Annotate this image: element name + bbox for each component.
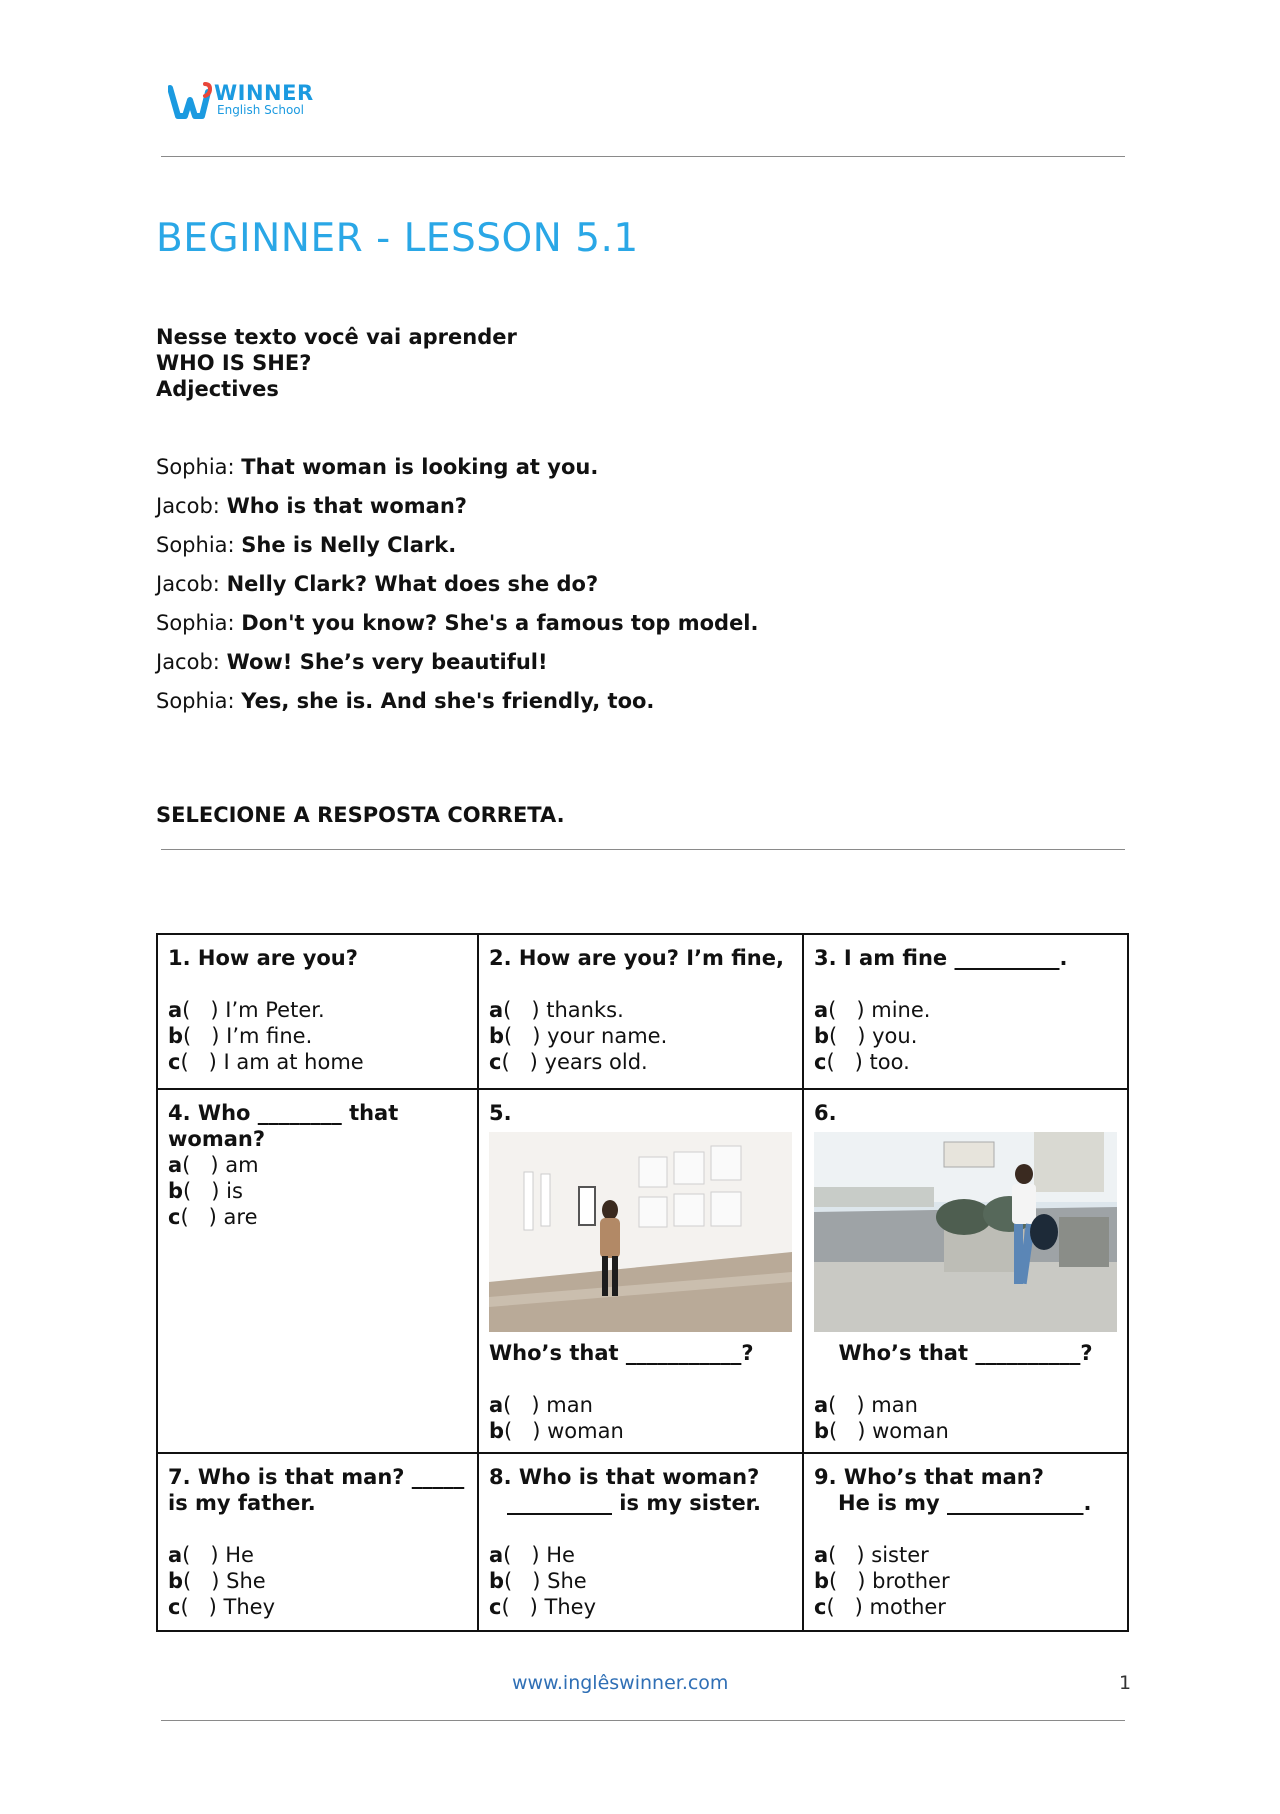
- speaker: Jacob:: [156, 572, 220, 596]
- question-cell-6: [803, 1089, 1128, 1453]
- question-cell-7: [157, 1453, 478, 1631]
- question-number: 6.: [814, 1101, 837, 1125]
- answer-option[interactable]: a( ) thanks.: [489, 998, 624, 1022]
- page-number: 1: [1119, 1672, 1132, 1694]
- answer-option[interactable]: c( ) years old.: [489, 1050, 648, 1074]
- winner-logo-icon: [168, 82, 212, 122]
- answer-option[interactable]: a( ) He: [489, 1543, 575, 1567]
- footer-website-link[interactable]: www.inglêswinner.com: [512, 1672, 729, 1694]
- dialogue-line: [156, 452, 758, 491]
- dialogue-line: [156, 569, 758, 608]
- question-cell-2: [478, 934, 803, 1089]
- answer-option[interactable]: b( ) you.: [814, 1024, 918, 1048]
- answer-option[interactable]: b( ) woman: [489, 1419, 624, 1443]
- answer-option[interactable]: a( ) man: [814, 1393, 918, 1417]
- answer-option[interactable]: b( ) brother: [814, 1569, 950, 1593]
- speaker: Jacob:: [156, 650, 220, 674]
- intro-line: Nesse texto você vai aprender: [156, 325, 517, 349]
- question-prompt: 9. Who’s that man? He is my _____________.: [814, 1465, 1092, 1515]
- question-cell-1: [157, 934, 478, 1089]
- answer-option[interactable]: b( ) I’m fine.: [168, 1024, 313, 1048]
- answer-option[interactable]: b( ) She: [168, 1569, 266, 1593]
- question-cell-3: [803, 934, 1128, 1089]
- speaker: Jacob:: [156, 494, 220, 518]
- answer-option[interactable]: b( ) woman: [814, 1419, 949, 1443]
- answer-option[interactable]: a( ) mine.: [814, 998, 931, 1022]
- lesson-title: BEGINNER - LESSON 5.1: [156, 216, 639, 261]
- question-prompt: Who’s that __________?: [838, 1341, 1093, 1365]
- speaker: Sophia:: [156, 455, 235, 479]
- answer-option[interactable]: c( ) They: [168, 1595, 276, 1619]
- exercise-instruction: SELECIONE A RESPOSTA CORRETA.: [156, 803, 565, 827]
- dialogue-line: [156, 686, 758, 725]
- header-divider: [161, 156, 1125, 157]
- answer-option[interactable]: c( ) They: [489, 1595, 597, 1619]
- question-prompt: 7. Who is that man? _____ is my father.: [168, 1465, 465, 1515]
- question-cell-5: [478, 1089, 803, 1453]
- intro-line: WHO IS SHE?: [156, 351, 312, 375]
- logo-subtitle: English School: [217, 103, 304, 117]
- question-prompt: 4. Who ________ that woman?: [168, 1101, 399, 1151]
- dialogue-line: [156, 647, 758, 686]
- speaker: Sophia:: [156, 611, 235, 635]
- answer-option[interactable]: c( ) are: [168, 1205, 258, 1229]
- speech: Wow! She’s very beautiful!: [226, 650, 548, 674]
- question-cell-9: [803, 1453, 1128, 1631]
- speech: Don't you know? She's a famous top model.: [241, 611, 759, 635]
- exercise-table: [156, 933, 1129, 1632]
- question-cell-4: [157, 1089, 478, 1453]
- question-prompt: 1. How are you?: [168, 946, 358, 970]
- instruction-divider: [161, 849, 1125, 850]
- question-number: 5.: [489, 1101, 512, 1125]
- speech: Nelly Clark? What does she do?: [226, 572, 599, 596]
- speech: Who is that woman?: [226, 494, 467, 518]
- answer-option[interactable]: c( ) I am at home: [168, 1050, 364, 1074]
- answer-option[interactable]: b( ) your name.: [489, 1024, 668, 1048]
- answer-option[interactable]: a( ) man: [489, 1393, 593, 1417]
- dialogue-line: [156, 608, 758, 647]
- answer-option[interactable]: a( ) am: [168, 1153, 259, 1177]
- footer-divider: [161, 1720, 1125, 1721]
- speaker: Sophia:: [156, 533, 235, 557]
- dialogue-line: [156, 530, 758, 569]
- speech: She is Nelly Clark.: [241, 533, 457, 557]
- answer-option[interactable]: c( ) too.: [814, 1050, 910, 1074]
- dialogue-line: [156, 491, 758, 530]
- intro-line: Adjectives: [156, 377, 279, 401]
- speech: Yes, she is. And she's friendly, too.: [241, 689, 655, 713]
- street-man-photo: [814, 1132, 1117, 1332]
- question-prompt: 2. How are you? I’m fine,: [489, 946, 784, 970]
- question-cell-8: [478, 1453, 803, 1631]
- question-prompt: 3. I am fine __________.: [814, 946, 1068, 970]
- answer-option[interactable]: a( ) sister: [814, 1543, 929, 1567]
- speech: That woman is looking at you.: [241, 455, 599, 479]
- intro-block: [156, 324, 517, 402]
- speaker: Sophia:: [156, 689, 235, 713]
- answer-option[interactable]: a( ) I’m Peter.: [168, 998, 325, 1022]
- answer-option[interactable]: c( ) mother: [814, 1595, 946, 1619]
- answer-option[interactable]: b( ) She: [489, 1569, 587, 1593]
- logo-name: WINNER: [214, 81, 314, 105]
- answer-option[interactable]: a( ) He: [168, 1543, 254, 1567]
- gallery-woman-photo: [489, 1132, 792, 1332]
- answer-option[interactable]: b( ) is: [168, 1179, 243, 1203]
- school-logo: [168, 82, 328, 122]
- dialogue: [156, 452, 758, 725]
- question-prompt: 8. Who is that woman? __________ is my sister.: [489, 1465, 762, 1515]
- question-prompt: Who’s that ___________?: [489, 1341, 754, 1365]
